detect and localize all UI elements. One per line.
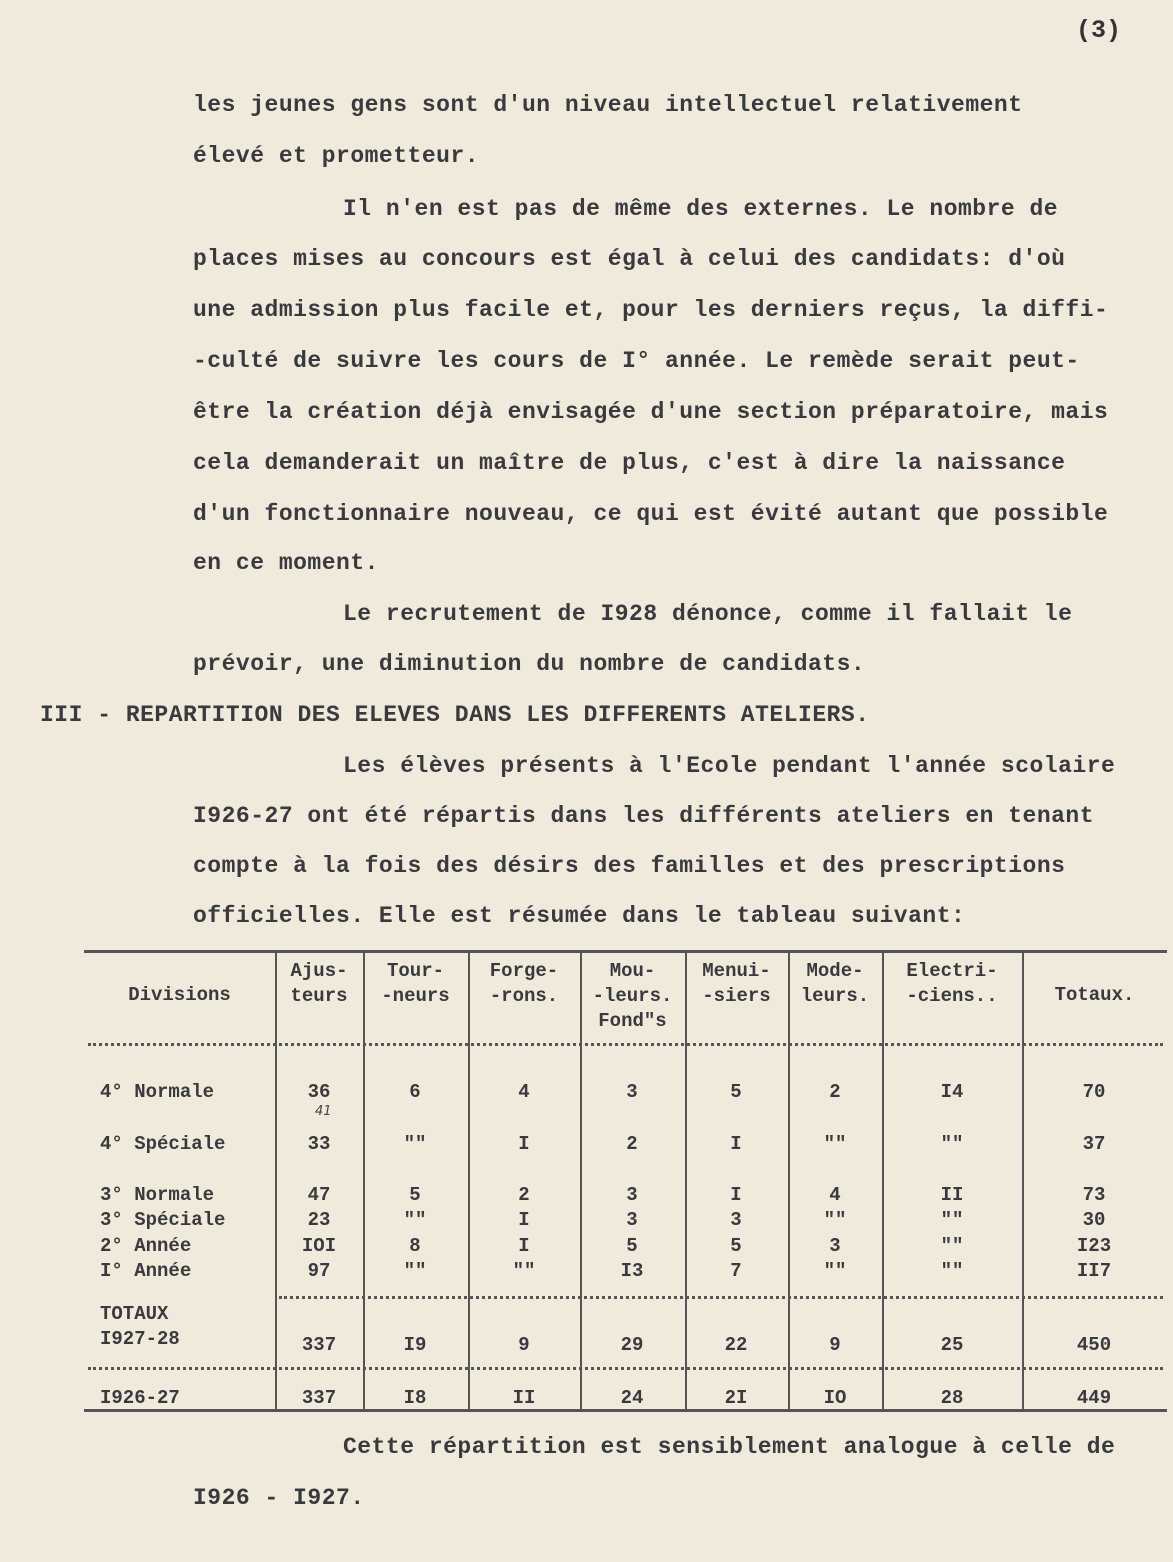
prev-year-label: I926-27 xyxy=(100,1387,180,1409)
row-label: 3° Normale xyxy=(100,1184,215,1206)
table-cell: I23 xyxy=(1076,1235,1112,1257)
table-cell: IOI xyxy=(301,1235,337,1257)
text-line: Il n'en est pas de même des externes. Le nombre de xyxy=(343,196,1059,222)
distribution-table xyxy=(84,950,1167,1412)
text-line: les jeunes gens sont d'un niveau intellectuel relativement xyxy=(193,92,1023,118)
text-line: élevé et prometteur. xyxy=(193,143,480,169)
table-cell: I xyxy=(730,1133,742,1155)
table-cell: I3 xyxy=(620,1260,644,1282)
table-cell: 6 xyxy=(409,1081,421,1103)
row-label: 4° Spéciale xyxy=(100,1133,226,1155)
column-divider xyxy=(882,953,884,1409)
text-line: en ce moment. xyxy=(193,550,379,576)
table-cell: 3 xyxy=(626,1184,638,1206)
table-cell: 2 xyxy=(626,1133,638,1155)
header-forgerons: Forge- -rons. xyxy=(489,960,559,1007)
table-cell: 2 xyxy=(518,1184,530,1206)
column-divider xyxy=(788,953,790,1409)
prev-year-cell: 24 xyxy=(620,1387,644,1409)
dashed-separator xyxy=(88,1043,1163,1046)
row-label: I° Année xyxy=(100,1260,192,1282)
table-cell: 3 xyxy=(626,1081,638,1103)
table-cell: 37 xyxy=(1082,1133,1106,1155)
section-heading: III - REPARTITION DES ELEVES DANS LES DIFFERENTS ATELIERS. xyxy=(40,702,870,728)
prev-year-cell: I8 xyxy=(403,1387,427,1409)
row-label: 3° Spéciale xyxy=(100,1209,226,1231)
header-tourneurs: Tour- -neurs xyxy=(381,960,450,1007)
table-cell: I xyxy=(518,1133,530,1155)
table-cell: 5 xyxy=(626,1235,638,1257)
text-line: I926-27 ont été répartis dans les différents ateliers en tenant xyxy=(193,803,1095,829)
totals-cell: 25 xyxy=(940,1334,964,1356)
table-cell: II7 xyxy=(1076,1260,1112,1282)
header-electriciens: Electri- -ciens.. xyxy=(906,960,998,1007)
table-cell: "" xyxy=(512,1260,536,1282)
table-cell: 36 xyxy=(307,1081,331,1103)
prev-year-cell: 2I xyxy=(724,1387,748,1409)
table-cell: 8 xyxy=(409,1235,421,1257)
table-cell: "" xyxy=(823,1133,847,1155)
column-divider xyxy=(1022,953,1024,1409)
totals-label: TOTAUX xyxy=(100,1303,169,1325)
header-divisions: Divisions xyxy=(128,984,231,1006)
column-divider xyxy=(363,953,365,1409)
totals-cell: 9 xyxy=(829,1334,841,1356)
header-menuisiers: Menui- -siers xyxy=(702,960,771,1007)
table-cell: 3 xyxy=(730,1209,742,1231)
table-cell: 97 xyxy=(307,1260,331,1282)
table-cell: 5 xyxy=(730,1235,742,1257)
text-line: prévoir, une diminution du nombre de candidats. xyxy=(193,651,866,677)
text-line: être la création déjà envisagée d'une section préparatoire, mais xyxy=(193,399,1109,425)
text-line: compte à la fois des désirs des familles et des prescriptions xyxy=(193,853,1066,879)
table-cell: I xyxy=(518,1209,530,1231)
column-divider xyxy=(468,953,470,1409)
text-line: cela demanderait un maître de plus, c'est à dire la naissance xyxy=(193,450,1066,476)
text-line: Cette répartition est sensiblement analogue à celle de xyxy=(343,1434,1116,1460)
column-divider xyxy=(685,953,687,1409)
table-cell: "" xyxy=(940,1209,964,1231)
table-cell: 2 xyxy=(829,1081,841,1103)
prev-year-cell: 449 xyxy=(1076,1387,1112,1409)
table-cell: "" xyxy=(940,1235,964,1257)
text-line: une admission plus facile et, pour les derniers reçus, la diffi- xyxy=(193,297,1109,323)
totals-cell: 9 xyxy=(518,1334,530,1356)
header-ajusteurs: Ajus- teurs xyxy=(290,960,348,1007)
prev-year-cell: II xyxy=(512,1387,536,1409)
totals-cell: 337 xyxy=(301,1334,337,1356)
prev-year-cell: IO xyxy=(823,1387,847,1409)
prev-year-cell: 28 xyxy=(940,1387,964,1409)
table-cell: 23 xyxy=(307,1209,331,1231)
row-label: 2° Année xyxy=(100,1235,192,1257)
totals-cell: I9 xyxy=(403,1334,427,1356)
table-cell: "" xyxy=(403,1133,427,1155)
text-line: -culté de suivre les cours de I° année. Le remède serait peut- xyxy=(193,348,1080,374)
table-cell: 73 xyxy=(1082,1184,1106,1206)
table-cell: 47 xyxy=(307,1184,331,1206)
dashed-separator xyxy=(88,1367,1163,1370)
table-cell: "" xyxy=(940,1133,964,1155)
table-cell: 4 xyxy=(518,1081,530,1103)
table-cell: "" xyxy=(403,1209,427,1231)
table-cell: 33 xyxy=(307,1133,331,1155)
table-cell: I xyxy=(518,1235,530,1257)
totals-label: I927-28 xyxy=(100,1328,180,1350)
table-cell: "" xyxy=(940,1260,964,1282)
table-cell: 4 xyxy=(829,1184,841,1206)
text-line: officielles. Elle est résumée dans le tableau suivant: xyxy=(193,903,966,929)
text-line: d'un fonctionnaire nouveau, ce qui est évité autant que possible xyxy=(193,501,1109,527)
table-cell: "" xyxy=(823,1209,847,1231)
dashed-separator xyxy=(279,1296,1163,1299)
text-line: Les élèves présents à l'Ecole pendant l'année scolaire xyxy=(343,753,1116,779)
totals-cell: 29 xyxy=(620,1334,644,1356)
text-line: I926 - I927. xyxy=(193,1485,365,1511)
text-line: places mises au concours est égal à celui des candidats: d'où xyxy=(193,246,1066,272)
header-mouleurs: Mou- -leurs. Fond"s xyxy=(592,960,673,1032)
table-cell: I4 xyxy=(940,1081,964,1103)
table-cell: 7 xyxy=(730,1260,742,1282)
table-cell: "" xyxy=(823,1260,847,1282)
totals-cell: 22 xyxy=(724,1334,748,1356)
table-cell: 5 xyxy=(409,1184,421,1206)
row-label: 4° Normale xyxy=(100,1081,215,1103)
column-divider xyxy=(275,953,277,1409)
table-cell: 5 xyxy=(730,1081,742,1103)
header-totaux: Totaux. xyxy=(1054,984,1135,1006)
table-cell: 70 xyxy=(1082,1081,1106,1103)
handwritten-note: 41 xyxy=(315,1104,332,1119)
table-cell: 3 xyxy=(829,1235,841,1257)
header-modeleurs: Mode- leurs. xyxy=(800,960,870,1007)
table-cell: I xyxy=(730,1184,742,1206)
table-cell: "" xyxy=(403,1260,427,1282)
prev-year-cell: 337 xyxy=(301,1387,337,1409)
totals-cell: 450 xyxy=(1076,1334,1112,1356)
text-line: Le recrutement de I928 dénonce, comme il fallait le xyxy=(343,601,1073,627)
table-cell: II xyxy=(940,1184,964,1206)
table-cell: 30 xyxy=(1082,1209,1106,1231)
page-number: (3) xyxy=(1076,16,1122,45)
table-cell: 3 xyxy=(626,1209,638,1231)
